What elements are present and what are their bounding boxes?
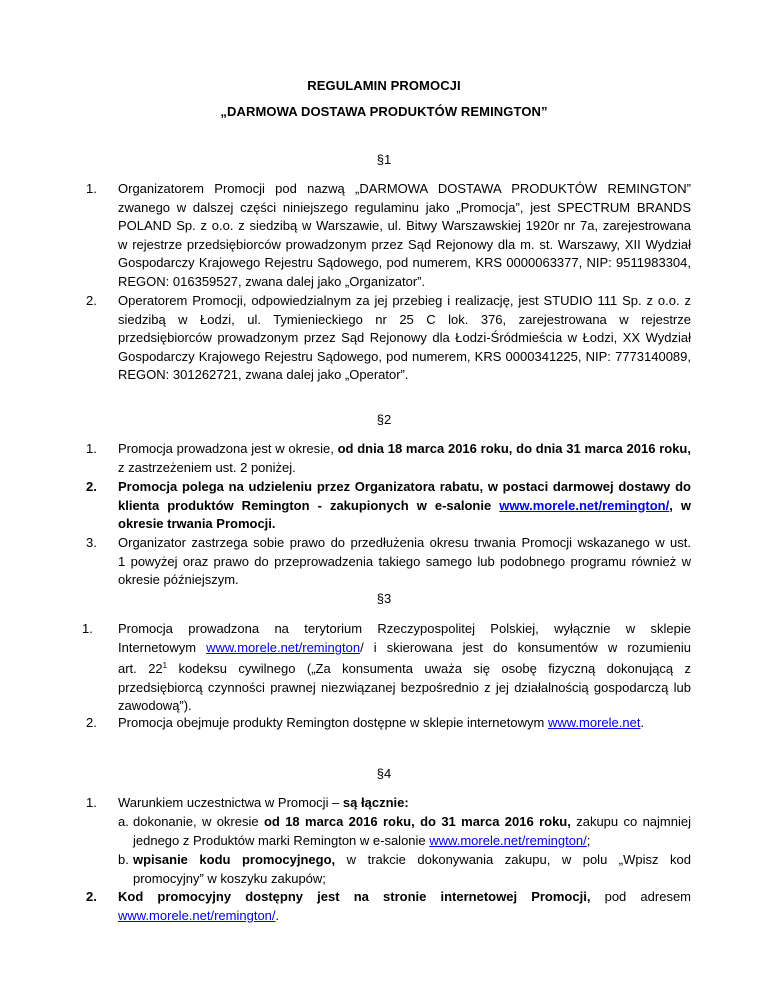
text-run: Warunkiem uczestnictwa w Promocji – [118,795,343,810]
text-line [118,907,691,926]
bold-text: są łącznie: [342,795,409,810]
s4-subpoint-b [118,851,691,888]
text-line: promocyjny” w koszyku zakupów; [133,870,326,886]
text-line: przedsiębiorcą czynności prawnej niezwiązanej bezpośrednio z jej działalnością gospodarczą lub [118,679,691,695]
superscript: 1 [162,661,168,671]
text-run: w trakcie dokonywania zakupu, w polu „Wpisz kod [335,852,691,867]
text-run: art. 22 [118,661,163,677]
list-number: 2. [86,293,97,308]
s1-point-1 [86,180,691,292]
s3-point-1 [82,620,691,716]
promotion-name: „DARMOWA DOSTAWA PRODUKTÓW REMINGTON” [220,104,548,119]
morele-link[interactable]: www.morele.net [547,715,641,730]
text-line: Organizator zastrzega sobie prawo do przedłużenia okresu trwania Promocji wskazanego w ust. [118,535,691,550]
section-heading-1: §1 [376,152,392,167]
text-line: okresie trwania Promocji. [118,516,276,532]
text-line: zawodową”). [118,698,192,714]
s2-point-3 [86,534,691,590]
text-run: pod adresem [590,889,692,904]
list-number: 1. [86,441,97,456]
text-run: . [640,715,645,730]
text-run: dokonanie, w okresie [133,814,264,829]
s4-point-2 [86,888,692,925]
text-line: Promocja prowadzona na terytorium Rzeczypospolitej Polskiej, wyłącznie w sklepie [118,621,691,636]
text-line [118,497,691,516]
s3-point-2 [86,714,691,733]
text-run: Promocja prowadzona jest w okresie, [118,441,338,456]
text-line: Gospodarczy Krajowego Rejestru Sądowego, pod numerem, KRS 0000063377, NIP: 9511983304, [118,255,691,271]
promotion-dates: od 18 marca 2016 roku, do 31 marca 2016 roku, [263,814,571,829]
s4-point-1 [86,794,691,813]
bold-text: Kod promocyjny dostępny jest na stronie internetowej Promocji, [118,889,591,904]
text-line [133,813,691,832]
list-number: 1. [82,621,93,636]
list-number: 3. [86,535,97,550]
list-number: 1. [86,795,97,810]
document-title: REGULAMIN PROMOCJI [307,78,461,93]
text-line: przedsiębiorców prowadzonym przez Sąd Rejonowy dla Łodzi-Śródmieścia w Łodzi, XX Wydział [118,330,691,346]
text-run: klienta produktów Remington - zakupionych w e-salonie [118,497,500,513]
text-line: z zastrzeżeniem ust. 2 poniżej. [118,459,296,475]
text-line [118,440,691,459]
section-heading-2: §2 [376,412,392,427]
list-number: 2. [86,889,97,904]
text-line [118,714,691,733]
text-line: Gospodarczy Krajowego Rejestru Sądowego, pod numerem, KRS 0000341225, NIP: 7773140089, [118,348,691,364]
text-run: , w [669,497,691,513]
bold-text: wpisanie kodu promocyjnego, [133,852,336,867]
text-run: / i skierowana jest do konsumentów w rozumieniu [360,639,691,655]
text-line: POLAND Sp. z o.o. z siedzibą w Warszawie, ul. Bitwy Warszawskiej 1920r nr 7a, zarejestrowana [118,218,691,234]
text-line: okresie późniejszym. [118,572,239,588]
s2-point-1 [86,440,691,477]
text-run: Internetowym [118,639,207,655]
list-letter: a. [118,814,129,829]
text-line [118,657,691,679]
list-letter: b. [118,852,129,867]
text-line: Promocja polega na udzieleniu przez Organizatora rabatu, w postaci darmowej dostawy do [118,479,691,494]
text-line: w rejestrze przedsiębiorców prowadzonym przez Sąd Rejonowy dla m. st. Warszawy, XII Wydział [118,236,691,252]
text-line: REGON: 016359527, zwana dalej jako „Organizator”. [118,273,426,289]
remington-store-link[interactable]: www.morele.net/remington/ [429,832,587,848]
text-run: jednego z Produktów marki Remington w e-salonie [133,832,430,848]
section-heading-3: §3 [376,591,392,606]
text-line: 1 powyżej oraz prawo do przeprowadzenia takiego samego lub podobnego programu również w [118,553,691,569]
list-number: 2. [86,479,97,494]
remington-store-link[interactable]: www.morele.net/remington/ [118,907,276,923]
list-number: 2. [86,715,97,730]
text-line [118,639,691,658]
text-line: Operatorem Promocji, odpowiedzialnym za jej przebieg i realizację, jest STUDIO 111 Sp. z o.o. z [118,293,691,308]
text-run: kodeksu cywilnego („Za konsumenta uważa się osobę fizyczną dokonującą z [167,661,691,677]
text-line [133,832,691,851]
text-run: zakupu co najmniej [570,814,691,829]
s4-subpoint-a [118,813,691,850]
text-line: siedzibą w Łodzi, ul. Tymienieckiego nr 25 C lok. 376, zarejestrowana w rejestrze [118,311,691,327]
s2-point-2 [86,478,691,534]
text-run: Promocja obejmuje produkty Remington dostępne w sklepie internetowym [118,715,548,730]
text-run: ; [586,832,591,848]
text-run: . [275,907,280,923]
text-line: zwanego w dalszej części niniejszego regulaminu jako „Promocja”, jest SPECTRUM BRANDS [118,199,691,215]
s1-point-2 [86,292,691,385]
text-line [133,851,691,870]
remington-store-link[interactable]: www.morele.net/remington [206,639,361,655]
section-heading-4: §4 [376,766,392,781]
text-line [118,888,691,907]
list-number: 1. [86,181,97,196]
text-line: Organizatorem Promocji pod nazwą „DARMOWA DOSTAWA PRODUKTÓW REMINGTON” [118,181,691,196]
text-line [118,794,691,813]
remington-store-link[interactable]: www.morele.net/remington/ [499,497,670,513]
promotion-dates: od dnia 18 marca 2016 roku, do dnia 31 marca 2016 roku, [337,441,691,456]
text-line: REGON: 301262721, zwana dalej jako „Operator”. [118,367,409,383]
